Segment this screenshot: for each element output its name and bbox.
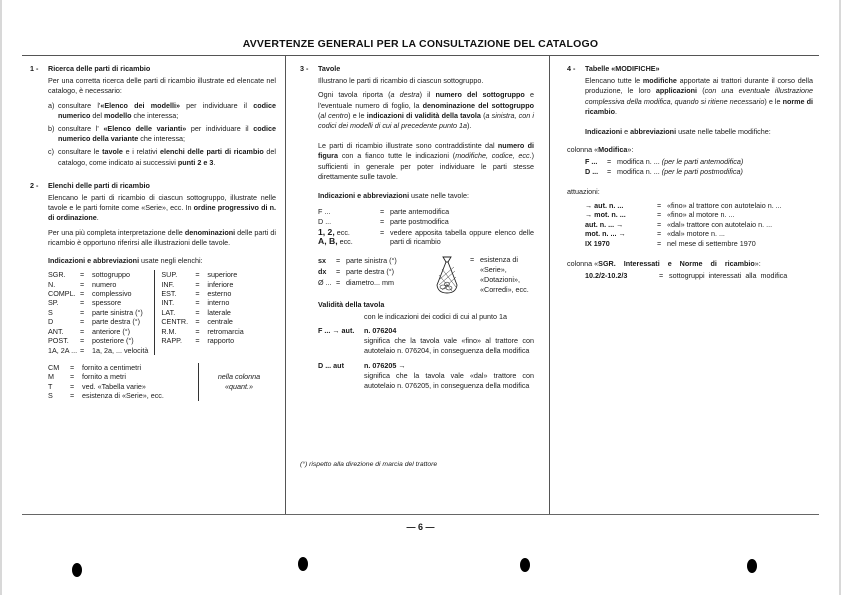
footnote: (°) rispetto alla direzione di marcia del trattore <box>300 461 438 468</box>
abbreviation-table <box>48 270 276 355</box>
quantity-row: S = esistenza di «Serie», ecc. <box>48 391 164 401</box>
quantity-divider <box>198 363 199 401</box>
punch-hole-3 <box>520 558 530 572</box>
side-legend: sx = parte sinistra (°) dx = parte destra (°) Ø ... = diametro... mm = esistenza di «Serie», «Dotazioni», «Corredi», ecc. <box>318 254 529 295</box>
abbreviation-row: POST. = posteriore (°) <box>48 336 134 346</box>
page-number: — 6 — <box>406 522 435 532</box>
quantity-note: nella colonna «quant.» <box>217 371 261 391</box>
punch-hole-2 <box>298 557 308 571</box>
page-title: AVVERTENZE GENERALI PER LA CONSULTAZIONE DEL CATALOGO <box>242 38 599 50</box>
abbreviation-row: INF. = inferiore <box>161 279 234 289</box>
quantity-row: M = fornito a metri <box>48 372 126 382</box>
quantity-legend <box>48 363 276 401</box>
abbreviation-row: D = parte destra (°) <box>48 317 141 327</box>
abbreviation-column-right <box>161 270 243 355</box>
column-3: 4 - Tabelle «MODIFICHE» Elencano tutte le modifiche apportate ai trattori durante il corso della produzione, le loro applicazioni (con una eventuale illustrazione complessiva della modifica, quando si ritiene necessario) e le norme di ricambio. Indicazioni e abbreviazioni usate nelle tabelle modifiche: colonna «Modifica»: F ... = modifica n. ... (per le parti antemodifica) D ... = modifica n. ... (per le parti postmodifica) attuazioni: → aut. n. ... = «fino» al trattore con autotelaio n. ... → mot. n. ... = «fino» al motore n. ... aut. n. ... → = «dal» trattore con autotelaio n. ... mot. n. ... → = «dal» motore n. ... IX 1970 = nel mese di settembre 1970 colonna «SGR. Interessati e Norme di ricambio»: 10.2/2-10.2/3 = sottogruppi interessati alla modifica <box>567 64 814 280</box>
abbreviation-column-left <box>48 270 148 355</box>
abbreviation-row: S = parte sinistra (°) <box>48 307 143 317</box>
attuazioni-list <box>567 201 813 249</box>
section-4-paragraph-1: Elencano tutte le modifiche apportate ai trattori durante il corso della produzione, le loro applicazioni (con una eventuale illustrazione complessiva della modifica, quando si ritiene necessario) e le norme di ricambio. <box>585 76 814 116</box>
list-item-b: b) consultare l' «Elenco delle varianti» per individuare il codice numerico della variante che interessa; <box>48 124 276 144</box>
sgr-row: 10.2/2-10.2/3 = sottogruppi interessati alla modifica <box>585 270 788 280</box>
list-item-c: c) consultare le tavole e i relativi elenchi delle parti di ricambio del catalogo, come indicato ai successivi punti 2 e 3. <box>48 147 276 167</box>
quantity-row: CM = fornito a centimetri <box>48 362 142 372</box>
attuazione-row: mot. n. ... → = «dal» motore n. ... <box>585 229 725 239</box>
abbreviation-row: INT. = interno <box>161 298 230 308</box>
column-2: 3 - Tavole Illustrano le parti di ricambio di ciascun sottogruppo. Ogni tavola riporta (a destra) il numero del sottogruppo e l'eventuale numero di foglio, la denominazione del sottogruppo (al centro) e le indicazioni di validità della tavola (a sinistra, con i codici dei modelli di cui al precedente punto 1a). Le parti di ricambio illustrate sono contraddistinte dal numero di figura con a fianco tutte le indicazioni (modifiche, codice, ecc.) sufficienti in generale per poter individuare le parti stesse direttamente sulle tavole. Indicazioni e abbreviazioni usate nelle tavole: F ... = parte antemodifica D ... = parte postmodifica 1, 2, ecc. A, B, ecc. = vedere apposita tabella oppure elenco delle parti di ricambio sx = parte sinistra (°) dx = parte destra (°) Ø ... = diametro... mm = esistenza di «Serie», «Dotazioni», «Corredi», ecc. Validità della tavola con le indicazioni dei codici di cui al punto 1a F ... → aut. n. 076204 significa che la tavola vale «fino» al trattore con autotelaio n. 076204, in conseguenza della modifica D ... aut n. 076205 → significa che la tavola vale «dal» trattore con autotelaio n. 076205, in conseguenza della modifica <box>300 64 535 391</box>
section-3-paragraph-3: Le parti di ricambio illustrate sono contraddistinte dal numero di figura con a fianco tutte le indicazioni (modifiche, codice, ecc.) sufficienti in generale per poter individuare le parti stesse direttamente sulle tavole. <box>318 141 534 181</box>
validity-row-dal: D ... aut n. 076205 → significa che la tavola vale «dal» trattore con autotelaio n. 076205, in conseguenza della modifica <box>318 360 534 391</box>
header-rule <box>22 55 819 56</box>
parts-bag-icon <box>434 255 460 295</box>
modifica-column-label: colonna «Modifica»: <box>567 145 634 155</box>
abbreviation-row: R.M. = retromarcia <box>161 326 244 336</box>
validity-row-fino: F ... → aut. n. 076204 significa che la tavola vale «fino» al trattore con autotelaio n. 076204, in conseguenza della modifica <box>318 326 534 356</box>
abbreviation-row: N. = numero <box>48 279 117 289</box>
attuazione-row: → aut. n. ... = «fino» al trattore con autotelaio n. ... <box>585 200 782 210</box>
abbreviation-row: LAT. = laterale <box>161 307 231 317</box>
attuazioni-label: attuazioni: <box>567 187 600 197</box>
section-2-heading: 2 - Elenchi delle parti di ricambio <box>30 180 150 190</box>
section-1-intro: Per una corretta ricerca delle parti di ricambio illustrate ed elencate nel catalogo, è necessario: <box>48 76 276 96</box>
abbreviation-divider <box>154 270 155 355</box>
column-1 <box>30 64 276 401</box>
section-3-paragraph-2: Ogni tavola riporta (a destra) il numero del sottogruppo e l'eventuale numero di foglio, la denominazione del sottogruppo (al centro) e le indicazioni di validità della tavola (a sinistra, con i codici dei modelli di cui al precedente punto 1a). <box>318 90 535 131</box>
abbreviation-row: CENTR. = centrale <box>161 317 233 327</box>
abbreviation-row: ANT. = anteriore (°) <box>48 326 131 336</box>
section-4-heading: 4 - Tabelle «MODIFICHE» <box>567 64 660 73</box>
quantity-row: T = ved. «Tabella varie» <box>48 381 146 391</box>
abbreviation-row: 1A, 2A ... = 1a, 2a, ... velocità <box>48 345 149 355</box>
footer-rule <box>22 514 819 515</box>
abbreviation-row: EST. = esterno <box>161 289 232 299</box>
section-3-paragraph-1: Illustrano le parti di ricambio di ciascun sottogruppo. <box>318 76 484 86</box>
column-divider-2 <box>549 55 550 514</box>
punch-hole-1 <box>72 563 82 577</box>
section-2-paragraph-2: Per una più completa interpretazione delle denominazioni delle parti di ricambio è opportuno riferirsi alle illustrazioni delle tavole. <box>48 227 276 247</box>
section-3-abbr-heading: Indicazioni e abbreviazioni usate nelle tavole: <box>318 191 469 201</box>
column-divider-1 <box>285 55 286 514</box>
abbreviation-row: SP. = spessore <box>48 298 122 308</box>
attuazione-row: IX 1970 = nel mese di settembre 1970 <box>585 239 756 248</box>
section-1-heading: 1 - Ricerca delle parti di ricambio <box>30 64 151 73</box>
section-4-abbr-heading: Indicazioni e abbreviazioni usate nelle tabelle modifiche: <box>585 127 771 137</box>
section-2-paragraph-1: Elencano le parti di ricambio di ciascun sottogruppo, illustrate nelle tavole e le parti fornite come «Serie», ecc. In ordine progressivo di n. di ordinazione. <box>48 193 276 223</box>
sgr-column-label: colonna «SGR. Interessati e Norme di ricambio»: <box>567 258 761 268</box>
abbreviation-row: COMPL. = complessivo <box>48 289 132 299</box>
punch-hole-4 <box>747 559 757 573</box>
abbreviation-row: SUP. = superiore <box>161 270 238 280</box>
list-item-a: a) consultare l'«Elenco dei modelli» per individuare il codice numerico del modello che interessa; <box>48 100 276 120</box>
attuazione-row: aut. n. ... → = «dal» trattore con autotelaio n. ... <box>585 219 773 229</box>
figure-number-legend: 1, 2, ecc. A, B, ecc. = vedere apposita tabella oppure elenco delle parti di ricambio <box>318 227 534 247</box>
scan-edge-left <box>0 0 2 595</box>
validity-heading: Validità della tavola <box>318 299 385 309</box>
quantity-list <box>48 363 188 401</box>
section-3-heading: 3 - Tavole <box>300 64 341 73</box>
abbreviation-row: SGR. = sottogruppo <box>48 270 130 280</box>
section-2-abbr-heading: Indicazioni e abbreviazioni usate negli elenchi: <box>48 256 203 266</box>
abbreviation-row: RAPP. = rapporto <box>161 336 235 346</box>
attuazione-row: → mot. n. ... = «fino» al motore n. ... <box>585 210 735 220</box>
